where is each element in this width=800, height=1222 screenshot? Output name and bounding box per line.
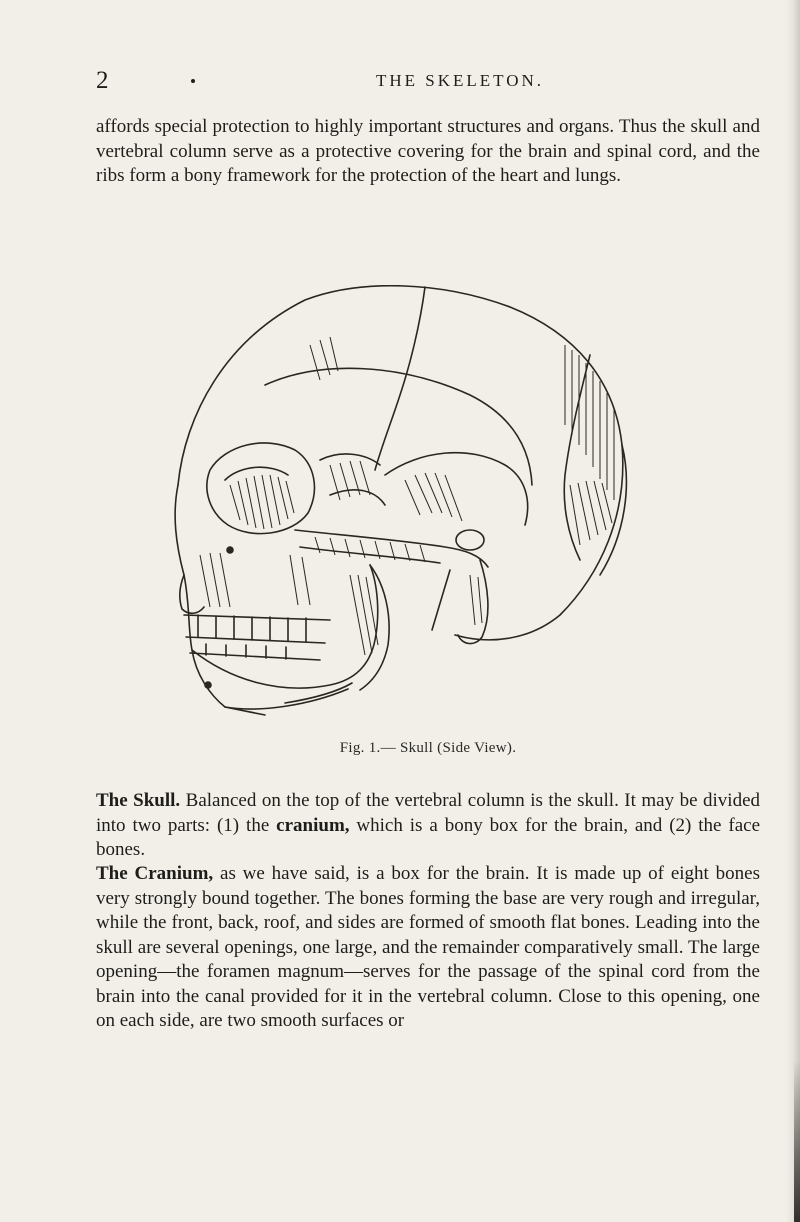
cranium-text: as we have said, is a box for the brain. It is made up of eight bones very strongly bound together. The bones forming the base are very rough and irregular, while the front, back, roof, and sides are formed of smooth flat bones. Leading into the skull are several openings, one large, and the remainder comparatively small. The large opening—the foramen magnum—serves for the passage of the spinal cord from the brain into the canal provided for it in the vertebral column. Close to this opening, one on each side, are two smooth surfaces or bbox=[96, 863, 760, 1031]
page-number: 2 bbox=[96, 67, 109, 94]
skull-paragraph bbox=[96, 789, 760, 863]
skull-text-2: which is a bony box for the brain, and (2) the face bones. bbox=[96, 814, 761, 860]
page-header bbox=[96, 66, 760, 98]
skull-text-1: Balanced on the top of the vertebral column is the skull. It may be divided into two parts: (1) the bbox=[96, 790, 760, 836]
cranium-paragraph bbox=[96, 862, 760, 1034]
skull-illustration bbox=[170, 285, 640, 725]
cranium-term: cranium, bbox=[276, 814, 350, 836]
skull-heading: The Skull. bbox=[96, 790, 181, 811]
page-edge-dark bbox=[794, 1060, 800, 1222]
running-head: THE SKELETON. bbox=[375, 71, 545, 90]
page-edge-shadow bbox=[786, 0, 800, 1222]
intro-paragraph: affords special protection to highly important structures and organs. Thus the skull and vertebral column serve as a protective covering for the brain and spinal cord, and the ribs form a bony framework for the protection of the heart and lungs. bbox=[96, 116, 760, 186]
cranium-heading: The Cranium, bbox=[96, 863, 214, 884]
figure-caption: Fig. 1.— Skull (Side View). bbox=[339, 740, 517, 756]
